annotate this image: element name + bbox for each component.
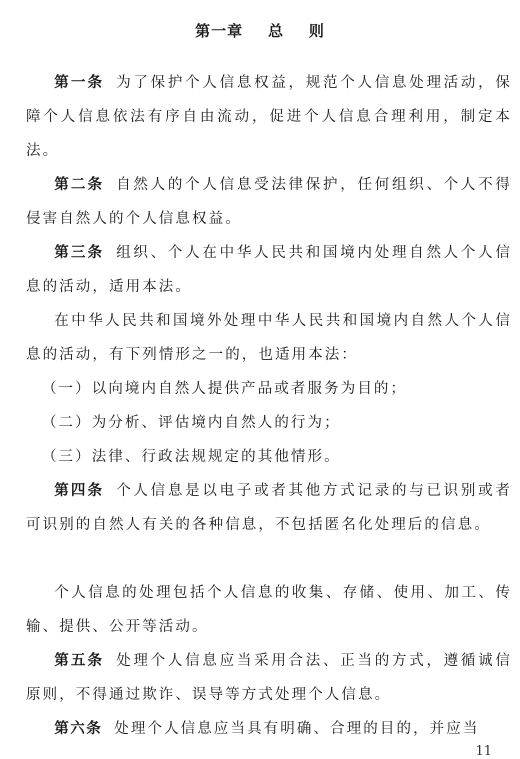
article-label: 第四条 — [54, 483, 105, 499]
article-3-paragraph-2 — [26, 304, 512, 372]
list-item — [26, 406, 512, 440]
article-label: 第三条 — [54, 245, 105, 261]
article-text: 自然人的个人信息受法律保护，任何组织、个人不得侵害自然人的个人信息权益。 — [26, 177, 512, 227]
list-item-text: （二）为分析、评估境内自然人的行为； — [41, 415, 341, 431]
article-label: 第一条 — [54, 75, 105, 91]
list-item-text: （三）法律、行政法规规定的其他情形。 — [41, 449, 341, 465]
list-item — [26, 440, 512, 474]
article-label: 第五条 — [54, 653, 105, 669]
article-text: 处理个人信息应当采用合法、正当的方式，遵循诚信原则，不得通过欺诈、误导等方式处理个人信息。 — [26, 653, 512, 703]
list-item-text: （一）以向境内自然人提供产品或者服务为目的； — [41, 381, 408, 397]
article-label: 第六条 — [54, 721, 103, 737]
article-4 — [26, 474, 512, 542]
article-text: 个人信息是以电子或者其他方式记录的与已识别或者可识别的自然人有关的各种信息，不包括匿名化处理后的信息。 — [26, 483, 512, 533]
article-6 — [26, 712, 512, 746]
article-1 — [26, 66, 512, 168]
page-number: 11 — [475, 744, 492, 759]
article-label: 第二条 — [54, 177, 105, 193]
paragraph-text: 个人信息的处理包括个人信息的收集、存储、使用、加工、传输、提供、公开等活动。 — [26, 585, 512, 635]
article-text: 为了保护个人信息权益，规范个人信息处理活动，保障个人信息依法有序自由流动，促进个人信息合理利用，制定本法。 — [26, 75, 512, 159]
chapter-title: 第一章 总 则 — [195, 22, 325, 40]
paragraph-text: 在中华人民共和国境外处理中华人民共和国境内自然人个人信息的活动，有下列情形之一的，也适用本法： — [26, 313, 512, 363]
article-3 — [26, 236, 512, 304]
article-2 — [26, 168, 512, 236]
list-item — [26, 372, 512, 406]
article-5 — [26, 644, 512, 712]
article-text: 处理个人信息应当具有明确、合理的目的，并应当 — [114, 721, 480, 737]
article-text: 组织、个人在中华人民共和国境内处理自然人个人信息的活动，适用本法。 — [26, 245, 512, 295]
article-4-paragraph-2 — [26, 576, 512, 644]
